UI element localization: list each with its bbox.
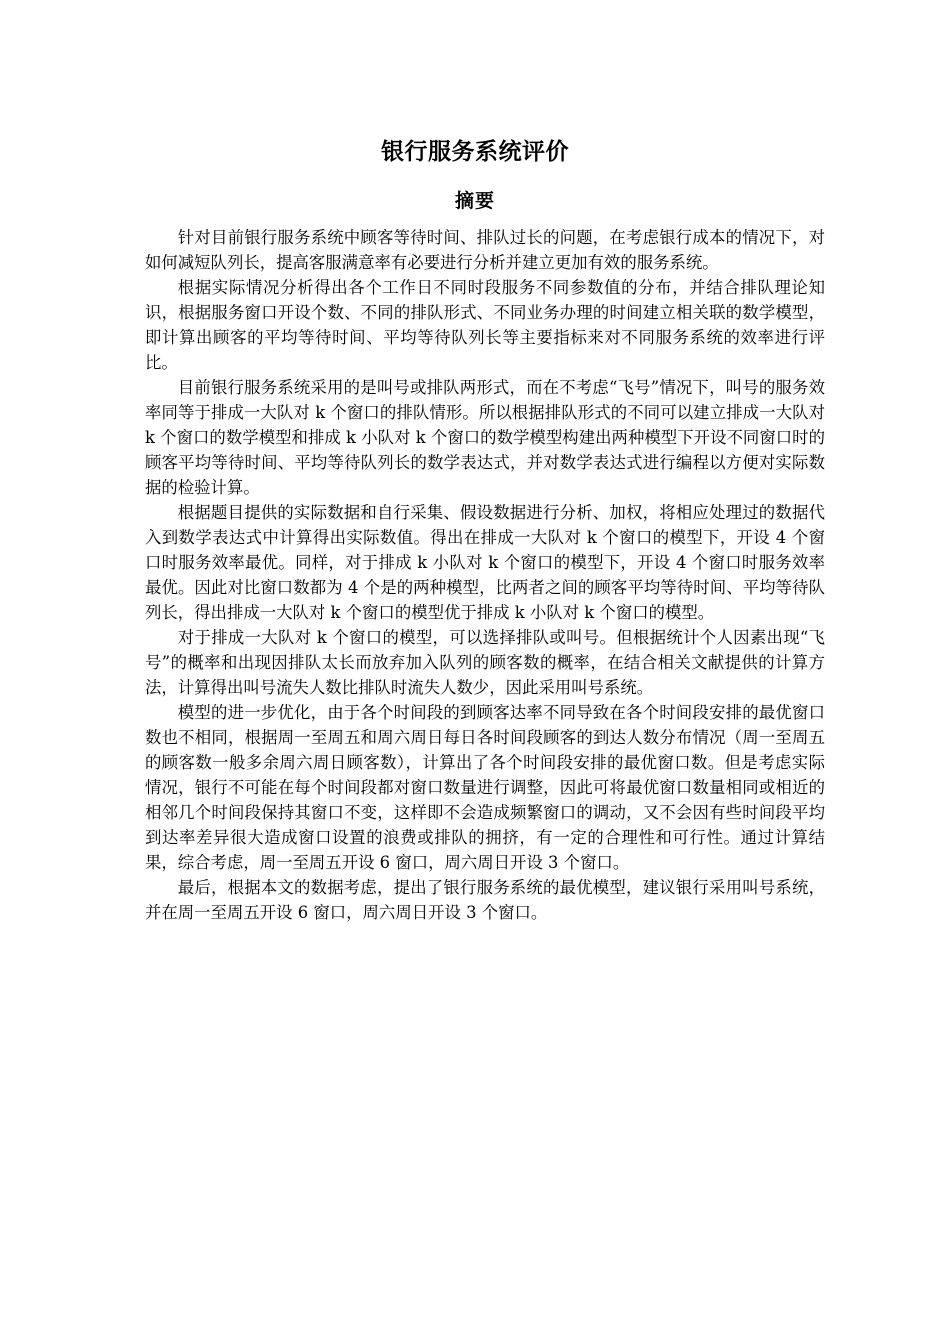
abstract-paragraph-6: 模型的进一步优化，由于各个时间段的到顾客达率不同导致在各个时间段安排的最优窗口数也不相同，根据周一至周五和周六周日每日各时间段顾客的到达人数分布情况（周一至周五的顾客数一般多余周六周日顾客数），计算出了各个时间段安排的最优窗口数。但是考虑实际情况，银行不可能在每个时间段都对窗口数量进行调整，因此可将最优窗口数量相同或相近的相邻几个时间段保持其窗口不变，这样即不会造成频繁窗口的调动，又不会因有些时间段平均到达率差异很大造成窗口设置的浪费或排队的拥挤，有一定的合理性和可行性。通过计算结果，综合考虑，周一至周五开设 6 窗口，周六周日开设 3 个窗口。 <box>145 703 825 872</box>
abstract-paragraph-4: 根据题目提供的实际数据和自行采集、假设数据进行分析、加权，将相应处理过的数据代入到数学表达式中计算得出实际数值。得出在排成一大队对 k 个窗口的模型下，开设 4 个窗口时服务效率最优。同样，对于排成 k 小队对 k 个窗口的模型下，开设 4 个窗口时服务效率最优。因此对比窗口数都为 4 个是的两种模型，比两者之间的顾客平均等待时间、平均等待队列长，得出排成一大队对 k 个窗口的模型优于排成 k 小队对 k 个窗口的模型。 <box>145 503 825 622</box>
abstract-paragraph-5: 对于排成一大队对 k 个窗口的模型，可以选择排队或叫号。但根据统计个人因素出现“飞号”的概率和出现因排队太长而放弃加入队列的顾客数的概率，在结合相关文献提供的计算方法，计算得出叫号流失人数比排队时流失人数少，因此采用叫号系统。 <box>145 628 825 697</box>
abstract-body <box>145 225 825 925</box>
abstract-paragraph-3: 目前银行服务系统采用的是叫号或排队两形式，而在不考虑“飞号”情况下，叫号的服务效率同等于排成一大队对 k 个窗口的排队情形。所以根据排队形式的不同可以建立排成一大队对 k 个窗口的数学模型和排成 k 小队对 k 个窗口的数学模型构建出两种模型下开设不同窗口时的顾客平均等待时间、平均等待队列长的数学表达式，并对数学表达式进行编程以方便对实际数据的检验计算。 <box>145 378 825 497</box>
abstract-heading: 摘要 <box>454 190 495 212</box>
page-title: 银行服务系统评价 <box>381 139 569 165</box>
abstract-paragraph-7: 最后，根据本文的数据考虑，提出了银行服务系统的最优模型，建议银行采用叫号系统，并在周一至周五开设 6 窗口，周六周日开设 3 个窗口。 <box>145 878 825 922</box>
abstract-paragraph-1: 针对目前银行服务系统中顾客等待时间、排队过长的问题，在考虑银行成本的情况下，对如何减短队列长，提高客服满意率有必要进行分析并建立更加有效的服务系统。 <box>145 228 825 272</box>
abstract-paragraph-2: 根据实际情况分析得出各个工作日不同时段服务不同参数值的分布，并结合排队理论知识，根据服务窗口开设个数、不同的排队形式、不同业务办理的时间建立相关联的数学模型，即计算出顾客的平均等待时间、平均等待队列长等主要指标来对不同服务系统的效率进行评比。 <box>145 278 825 372</box>
